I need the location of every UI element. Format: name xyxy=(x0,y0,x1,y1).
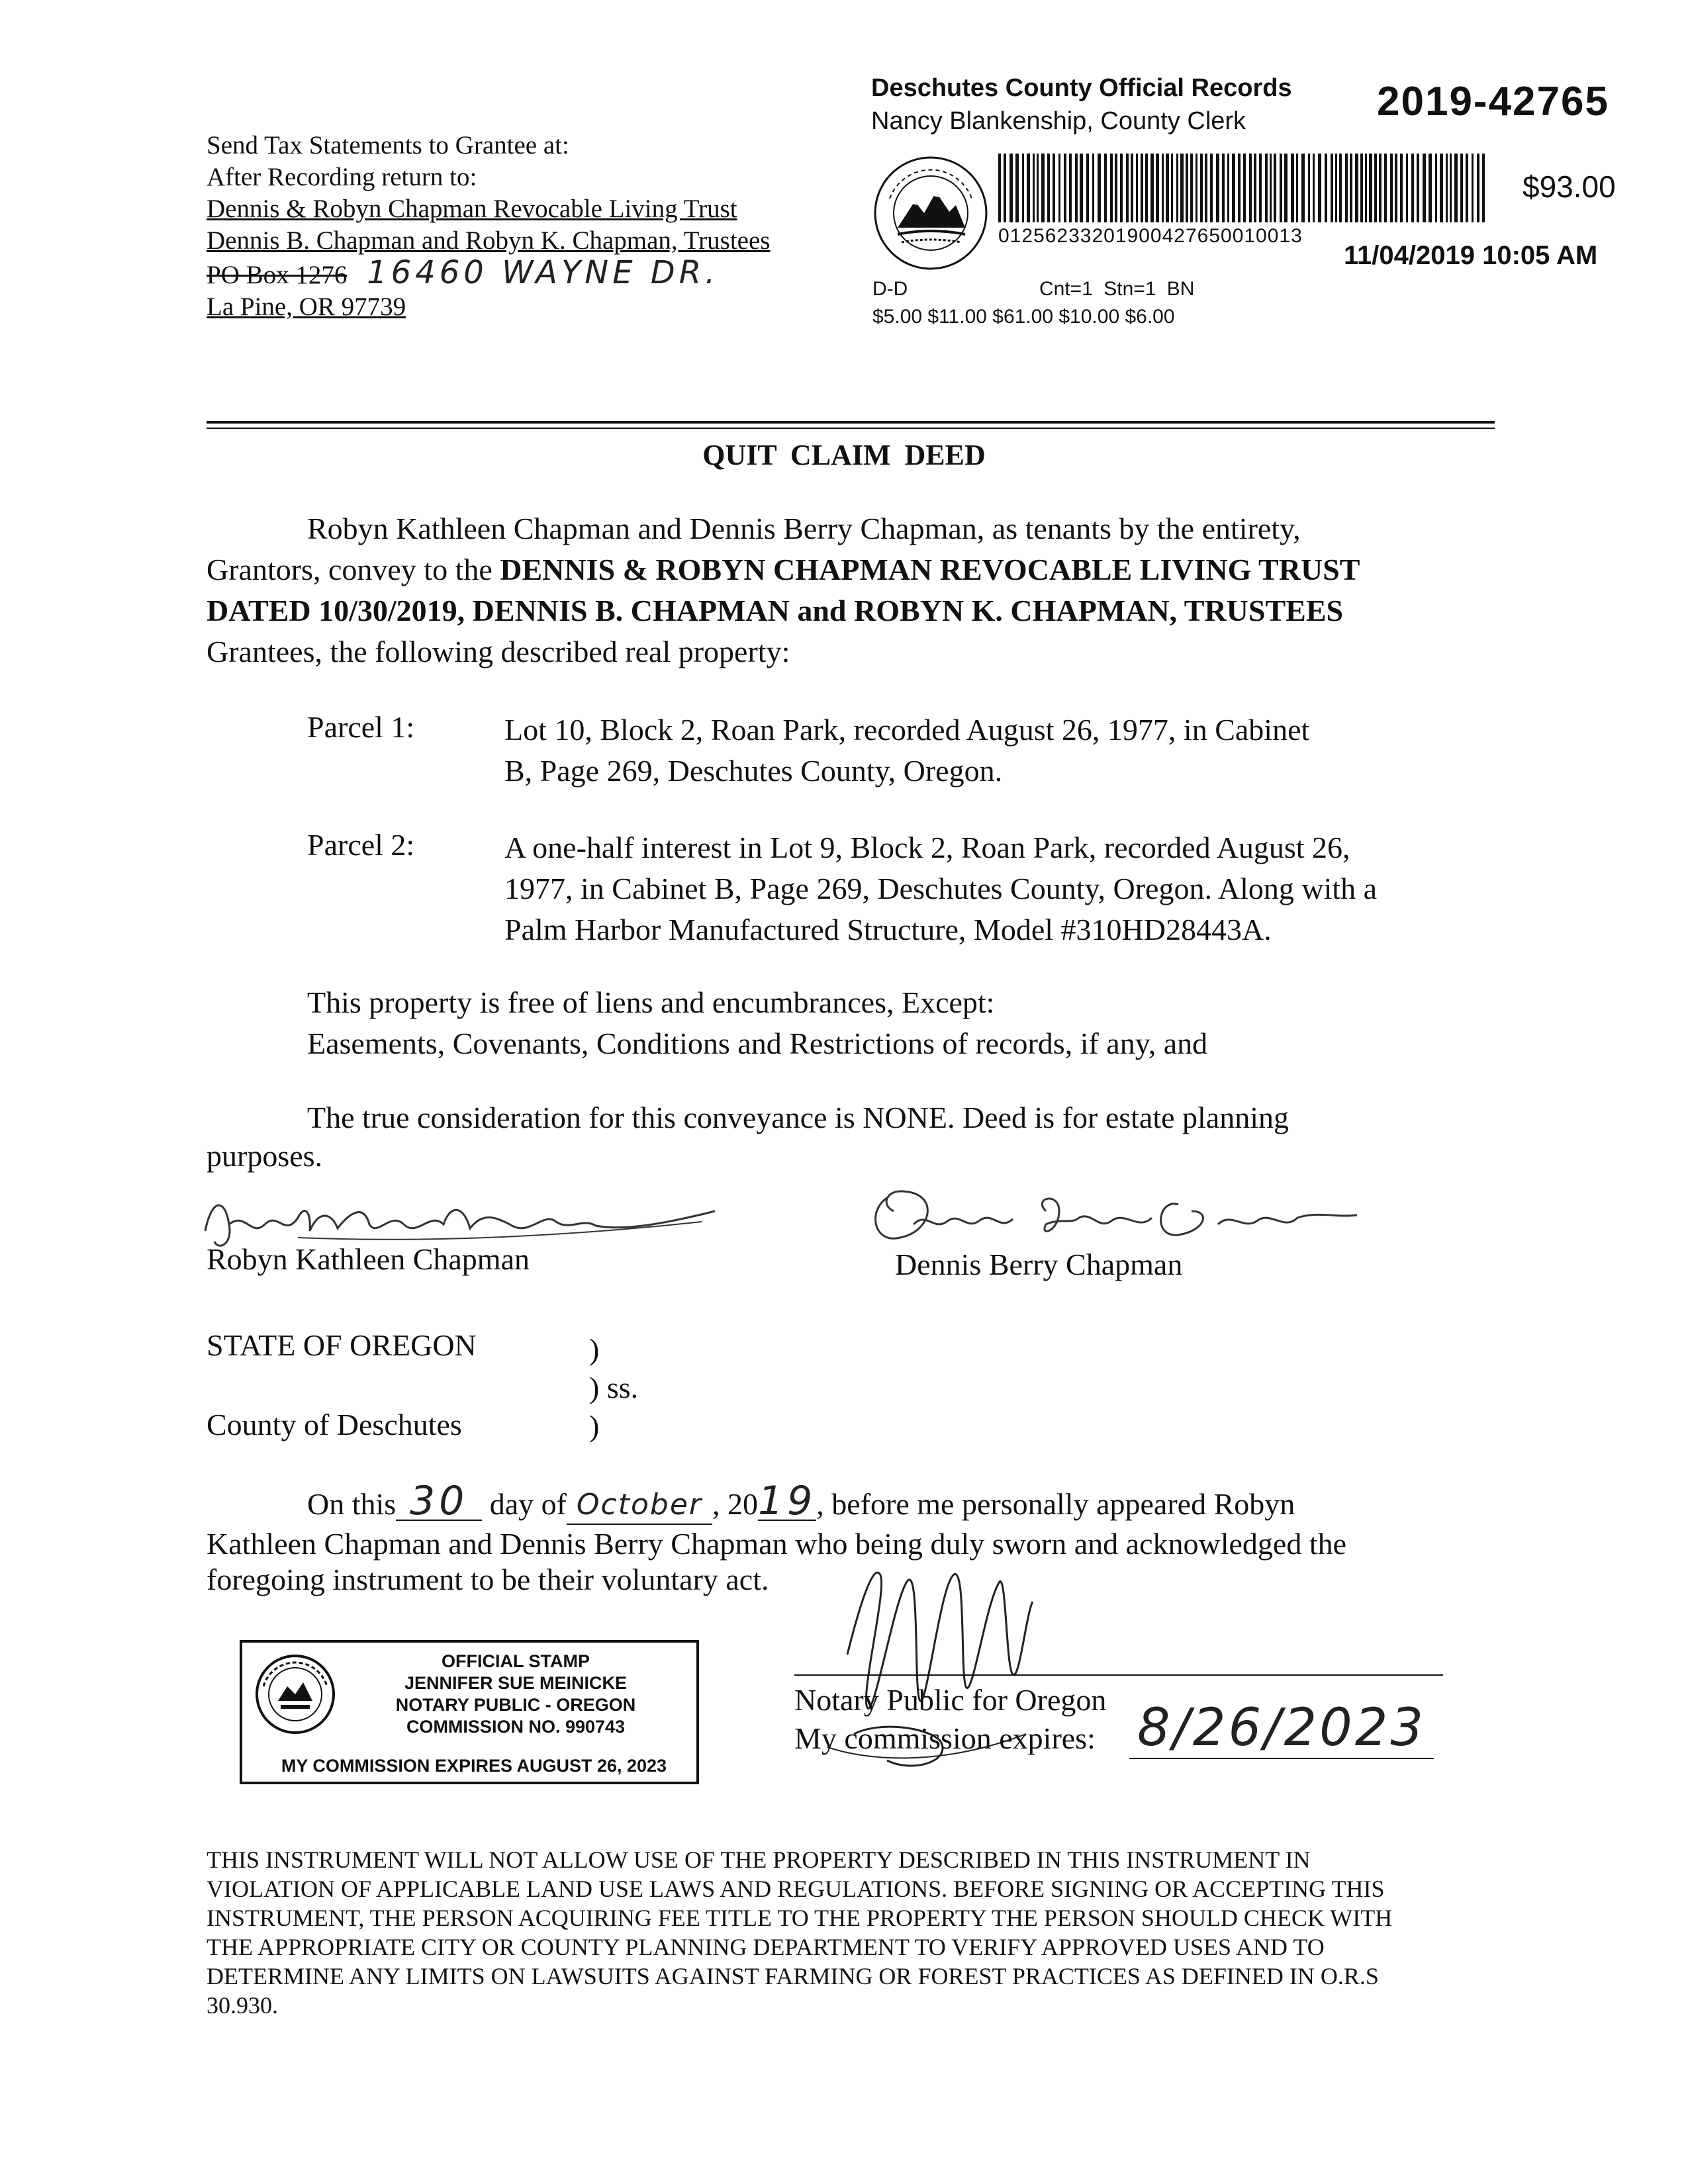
parcel-2-line: 1977, in Cabinet B, Page 269, Deschutes County, Oregon. Along with a xyxy=(504,872,1378,905)
ack-day-handwritten: 30 xyxy=(396,1482,482,1521)
barcode-bar xyxy=(1284,154,1288,222)
barcode-bar xyxy=(1400,154,1403,222)
barcode-bar xyxy=(1270,154,1272,222)
barcode-bar xyxy=(1126,154,1129,222)
barcode-bar xyxy=(1335,154,1337,222)
barcode-bar xyxy=(1004,154,1006,222)
city-line: La Pine, OR 97739 xyxy=(207,293,406,321)
stamp-text-block xyxy=(342,1651,690,1738)
recording-datetime: 11/04/2019 10:05 AM xyxy=(1344,241,1598,270)
barcode-bar xyxy=(1120,154,1123,222)
ack-line-1 xyxy=(307,1478,1295,1525)
barcode-bar xyxy=(1053,154,1055,222)
intro-grantors-text: Grantors, convey to the xyxy=(207,553,500,586)
parcel-1-line: Lot 10, Block 2, Roan Park, recorded August 26, 1977, in Cabinet xyxy=(504,713,1310,747)
barcode-bar xyxy=(1254,154,1256,222)
ack-line-3: foregoing instrument to be their voluntary act. xyxy=(207,1563,769,1596)
barcode-bar xyxy=(1210,154,1213,222)
county-clerk: Nancy Blankenship, County Clerk xyxy=(871,107,1246,135)
barcode-bar xyxy=(1411,154,1414,222)
recording-counts: Cnt=1 Stn=1 BN xyxy=(1039,278,1195,300)
barcode-bar xyxy=(1435,154,1437,222)
barcode-bar xyxy=(1360,154,1363,222)
parcel-2-label: Parcel 2: xyxy=(307,828,415,862)
barcode-bar xyxy=(1075,154,1078,222)
barcode-bar xyxy=(1027,154,1030,222)
barcode-bar xyxy=(1313,154,1315,222)
oregon-state-seal-icon xyxy=(254,1653,336,1735)
barcode-bar xyxy=(1104,154,1107,222)
barcode-bar xyxy=(1156,154,1159,222)
liens-line-1: This property is free of liens and encumbrances, Except: xyxy=(307,985,995,1019)
ack-line-2: Kathleen Chapman and Dennis Berry Chapman who being duly sworn and acknowledged the xyxy=(207,1527,1347,1561)
barcode-bar xyxy=(1365,154,1367,222)
barcode-bar xyxy=(1406,154,1408,222)
notary-official-stamp xyxy=(240,1640,699,1784)
barcode-bar xyxy=(1064,154,1066,222)
venue-paren-1: ) xyxy=(589,1332,600,1366)
venue-ss: ) ss. xyxy=(589,1371,639,1404)
trustees-line: Dennis B. Chapman and Robyn K. Chapman, Trustees xyxy=(207,226,771,255)
notary-public-label: Notary Public for Oregon xyxy=(794,1683,1107,1717)
return-address-block xyxy=(207,130,770,323)
tax-statement-line: Send Tax Statements to Grantee at: xyxy=(207,131,569,159)
barcode-bar xyxy=(1429,154,1432,222)
barcode-bar xyxy=(1115,154,1117,222)
parcel-2-line: A one-half interest in Lot 9, Block 2, Roan Park, recorded August 26, xyxy=(504,831,1350,864)
barcode-bar xyxy=(1190,154,1193,222)
grantor-2-name: Dennis Berry Chapman xyxy=(895,1248,1183,1281)
notice-line: VIOLATION OF APPLICABLE LAND USE LAWS AND REGULATIONS. BEFORE SIGNING OR ACCEPTING THIS xyxy=(207,1876,1385,1902)
barcode-bar xyxy=(1466,154,1468,222)
barcode-bar xyxy=(1047,154,1050,222)
grantor-1-name: Robyn Kathleen Chapman xyxy=(207,1242,530,1276)
barcode-bar xyxy=(1296,154,1298,222)
intro-trust-name: DENNIS & ROBYN CHAPMAN REVOCABLE LIVING TRUST xyxy=(500,553,1360,586)
barcode-bar xyxy=(1369,154,1372,222)
ack-day-of: day of xyxy=(489,1487,567,1521)
barcode-bar xyxy=(1249,154,1252,222)
return-to-line: After Recording return to: xyxy=(207,163,477,191)
barcode-bar xyxy=(1098,154,1101,222)
barcode-bar xyxy=(1325,154,1327,222)
barcode-bar xyxy=(1162,154,1164,222)
barcode-bar xyxy=(1037,154,1039,222)
intro-line-4: Grantees, the following described real property: xyxy=(207,635,790,668)
venue-state: STATE OF OREGON xyxy=(207,1328,477,1362)
barcode-bar xyxy=(1186,154,1188,222)
barcode-bar xyxy=(1131,154,1133,222)
barcode-bar xyxy=(1136,154,1138,222)
venue-county: County of Deschutes xyxy=(207,1408,462,1441)
barcode-bar xyxy=(1058,154,1060,222)
barcode-bar xyxy=(1355,154,1358,222)
header-rule xyxy=(207,421,1495,424)
notice-line: INSTRUMENT, THE PERSON ACQUIRING FEE TITLE TO THE PROPERTY THE PERSON SHOULD CHECK WITH xyxy=(207,1905,1393,1931)
parcel-2-line: Palm Harbor Manufactured Structure, Model #310HD28443A. xyxy=(504,913,1272,946)
ack-month-handwritten: October xyxy=(567,1486,712,1525)
barcode-bar xyxy=(1417,154,1419,222)
notice-line: THE APPROPRIATE CITY OR COUNTY PLANNING DEPARTMENT TO VERIFY APPROVED USES AND TO xyxy=(207,1934,1325,1960)
barcode-bar xyxy=(1291,154,1294,222)
document-type: D-D xyxy=(872,278,908,300)
barcode-bar xyxy=(1166,154,1169,222)
barcode-bar xyxy=(1022,154,1024,222)
barcode-bar xyxy=(1331,154,1333,222)
barcode-bar xyxy=(1472,154,1474,222)
barcode xyxy=(998,154,1501,222)
stamp-expiration: MY COMMISSION EXPIRES AUGUST 26, 2023 xyxy=(281,1756,667,1776)
venue-paren-3: ) xyxy=(589,1409,600,1443)
barcode-bar xyxy=(1009,154,1013,222)
barcode-bar xyxy=(1460,154,1463,222)
intro-line-2 xyxy=(207,549,1360,590)
barcode-bar xyxy=(1384,154,1387,222)
barcode-bar xyxy=(1345,154,1348,222)
barcode-bar xyxy=(1350,154,1352,222)
stamp-notary-title: NOTARY PUBLIC - OREGON xyxy=(395,1695,636,1715)
street-line xyxy=(207,254,770,291)
ack-year-prefix: , 20 xyxy=(712,1487,758,1521)
county-seal-icon xyxy=(871,154,990,273)
barcode-bar xyxy=(1216,154,1219,222)
barcode-bar xyxy=(1259,154,1262,222)
notary-signature-line xyxy=(794,1674,1443,1676)
ack-after-year: , before me personally appeared Robyn xyxy=(816,1487,1295,1521)
barcode-bar xyxy=(1150,154,1154,222)
consideration-line-1: The true consideration for this conveyance is NONE. Deed is for estate planning xyxy=(307,1101,1289,1134)
barcode-bar xyxy=(1318,154,1321,222)
barcode-bar xyxy=(1280,154,1282,222)
notice-line: DETERMINE ANY LIMITS ON LAWSUITS AGAINST FARMING OR FOREST PRACTICES AS DEFINED IN O.R.S xyxy=(207,1963,1379,1989)
barcode-bar xyxy=(1482,154,1485,222)
notice-line: 30.930. xyxy=(207,1992,278,2019)
barcode-bar xyxy=(1080,154,1083,222)
parcel-1-label: Parcel 1: xyxy=(307,710,415,744)
liens-line-2: Easements, Covenants, Conditions and Restrictions of records, if any, and xyxy=(307,1026,1208,1060)
stamp-commission-number: COMMISSION NO. 990743 xyxy=(406,1717,626,1737)
stamp-heading: OFFICIAL STAMP xyxy=(442,1651,590,1671)
commission-expires-handwritten: 8/26/2023 xyxy=(1129,1698,1434,1759)
parcel-2-description xyxy=(504,827,1377,950)
stamp-notary-name: JENNIFER SUE MEINICKE xyxy=(404,1673,628,1693)
barcode-bar xyxy=(1033,154,1035,222)
document-title: QUIT CLAIM DEED xyxy=(702,439,986,471)
barcode-bar xyxy=(1110,154,1113,222)
parcel-1-line: B, Page 269, Deschutes County, Oregon. xyxy=(504,754,1003,788)
struck-po-box: PO Box 1276 xyxy=(207,261,348,289)
ack-on-this: On this xyxy=(307,1487,397,1521)
barcode-bar xyxy=(1222,154,1225,222)
barcode-bar xyxy=(1069,154,1072,222)
barcode-bar xyxy=(1308,154,1310,222)
handwritten-address: 16460 WAYNE DR. xyxy=(367,254,720,291)
barcode-bar xyxy=(1232,154,1235,222)
barcode-bar xyxy=(1041,154,1045,222)
barcode-bar xyxy=(1092,154,1094,222)
barcode-bar xyxy=(1477,154,1479,222)
barcode-bar xyxy=(1374,154,1377,222)
barcode-bar xyxy=(1205,154,1207,222)
header-rule-thin xyxy=(207,428,1495,429)
land-use-notice xyxy=(207,1845,1392,2020)
barcode-bar xyxy=(1015,154,1019,222)
ack-year-handwritten: 19 xyxy=(757,1478,817,1524)
barcode-bar xyxy=(1390,154,1393,222)
barcode-bar xyxy=(1243,154,1246,222)
barcode-bar xyxy=(998,154,1001,222)
recording-fee-total: $93.00 xyxy=(1523,169,1616,204)
barcode-bar xyxy=(1180,154,1184,222)
barcode-bar xyxy=(1301,154,1305,222)
recording-fee-breakdown: $5.00 $11.00 $61.00 $10.00 $6.00 xyxy=(872,306,1175,328)
barcode-bar xyxy=(1171,154,1173,222)
recording-number: 2019-42765 xyxy=(1377,79,1609,124)
barcode-bar xyxy=(1196,154,1197,222)
barcode-bar xyxy=(1086,154,1089,222)
barcode-bar xyxy=(1176,154,1178,222)
barcode-bar xyxy=(1454,154,1458,222)
records-office: Deschutes County Official Records xyxy=(871,74,1292,102)
barcode-bar xyxy=(1238,154,1241,222)
barcode-bar xyxy=(1265,154,1268,222)
barcode-bar xyxy=(1200,154,1203,222)
barcode-bar xyxy=(1440,154,1443,222)
barcode-bar xyxy=(1423,154,1426,222)
notice-line: THIS INSTRUMENT WILL NOT ALLOW USE OF THE PROPERTY DESCRIBED IN THIS INSTRUMENT IN xyxy=(207,1846,1311,1873)
barcode-bar xyxy=(1339,154,1342,222)
barcode-bar xyxy=(1379,154,1382,222)
parcel-1-description xyxy=(504,709,1309,792)
barcode-bar xyxy=(1395,154,1397,222)
barcode-bar xyxy=(1446,154,1448,222)
commission-expires-label: My commission expires: xyxy=(794,1721,1096,1755)
intro-line-3: DATED 10/30/2019, DENNIS B. CHAPMAN and ROBYN K. CHAPMAN, TRUSTEES xyxy=(207,594,1344,627)
intro-line-1: Robyn Kathleen Chapman and Dennis Berry Chapman, as tenants by the entirety, xyxy=(307,512,1301,545)
barcode-bar xyxy=(1145,154,1148,222)
barcode-bar xyxy=(1141,154,1143,222)
barcode-bar xyxy=(1274,154,1276,222)
barcode-number: 01256233201900427650010013 xyxy=(998,225,1303,247)
barcode-bar xyxy=(1227,154,1229,222)
barcode-bar xyxy=(1450,154,1452,222)
consideration-line-2: purposes. xyxy=(207,1139,323,1173)
trust-name-line: Dennis & Robyn Chapman Revocable Living Trust xyxy=(207,195,737,223)
